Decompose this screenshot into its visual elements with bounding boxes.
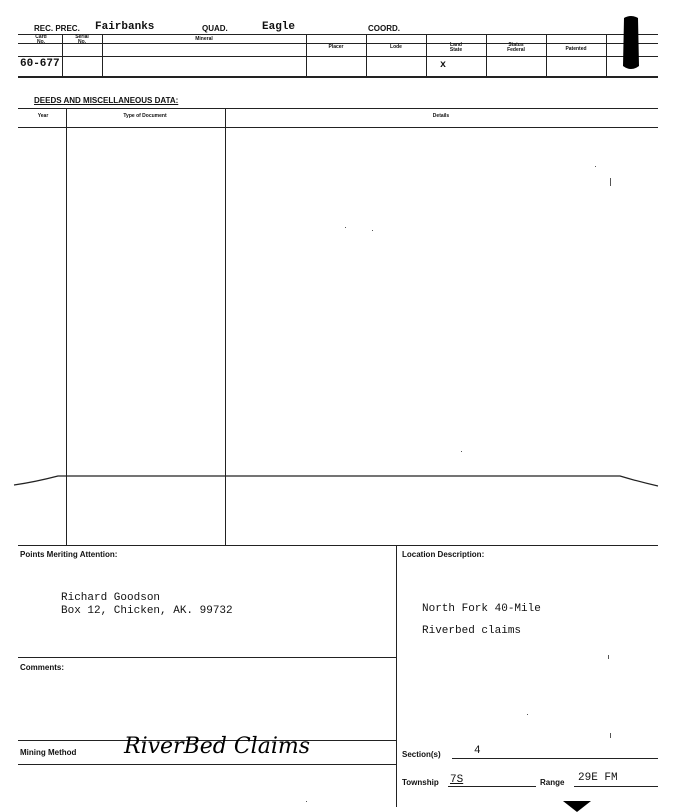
mining-method-label: Mining Method [20, 748, 77, 757]
speck [306, 801, 307, 802]
bottom-mid-divider [396, 545, 397, 807]
township-underline [448, 786, 536, 787]
serial-no-header: Serial No. [75, 34, 89, 45]
header-top-rule [18, 34, 658, 35]
quad-label: QUAD. [202, 24, 228, 33]
col-div-7 [546, 34, 547, 76]
card-no-value: 60-677 [20, 58, 60, 70]
speck [527, 714, 528, 715]
range-underline [574, 786, 658, 787]
section-label: Section(s) [402, 750, 441, 759]
col-type-header: Type of Document [123, 113, 167, 119]
speck [461, 451, 462, 452]
lode-header: Lode [390, 44, 402, 50]
points-line-2: Box 12, Chicken, AK. 99732 [61, 605, 233, 617]
deeds-header-rule [18, 127, 658, 128]
status-federal-header: Status Federal [507, 42, 525, 53]
col-year-header: Year [37, 113, 49, 119]
speck [595, 166, 596, 167]
patented-header: Patented [565, 46, 587, 52]
mining-method-bottom-rule [18, 764, 396, 765]
card-no-header: Card No. [35, 34, 47, 45]
speck [608, 655, 609, 659]
col-div-6 [486, 34, 487, 76]
deeds-top-rule [18, 108, 658, 109]
township-label: Township [402, 778, 439, 787]
mining-method-signature: RiverBed Claims [124, 734, 311, 759]
comments-label: Comments: [20, 663, 65, 672]
deeds-bottom-rule [18, 545, 658, 546]
coord-label: COORD. [368, 24, 400, 33]
col-div-1 [62, 34, 63, 76]
township-value: 7S [450, 774, 464, 786]
header-row-rule [18, 56, 658, 57]
mineral-header: Mineral [195, 36, 213, 42]
section-value: 4 [474, 745, 481, 757]
col-div-8 [606, 34, 607, 76]
comments-top-rule [18, 657, 396, 658]
speck [610, 178, 611, 186]
location-desc-label: Location Description: [402, 550, 485, 559]
deeds-title: DEEDS AND MISCELLANEOUS DATA: [34, 96, 179, 105]
range-label: Range [540, 778, 565, 787]
placer-header: Placer [328, 44, 344, 50]
col-div-2 [102, 34, 103, 76]
location-line-1: North Fork 40-Mile [422, 603, 541, 615]
rec-prec-value: Fairbanks [95, 21, 155, 33]
points-line-1: Richard Goodson [61, 592, 161, 604]
punch-hole-mark-icon [563, 801, 591, 812]
fold-line [0, 468, 678, 496]
location-line-2: Riverbed claims [422, 625, 522, 637]
header-bottom-rule [18, 76, 658, 78]
speck [610, 733, 611, 738]
quad-value: Eagle [262, 21, 296, 33]
rec-prec-label: REC. PREC. [34, 24, 80, 33]
land-state-value: x [440, 60, 447, 71]
speck [345, 227, 346, 228]
binder-mark-icon [616, 14, 646, 74]
speck [372, 230, 373, 231]
col-details-header: Details [432, 113, 450, 119]
section-underline [452, 758, 658, 759]
range-value: 29E FM [578, 772, 618, 784]
col-div-3 [306, 34, 307, 76]
col-div-5 [426, 34, 427, 76]
land-state-header: Land State [449, 42, 463, 53]
points-meriting-label: Points Meriting Attention: [20, 550, 118, 559]
col-div-4 [366, 34, 367, 76]
